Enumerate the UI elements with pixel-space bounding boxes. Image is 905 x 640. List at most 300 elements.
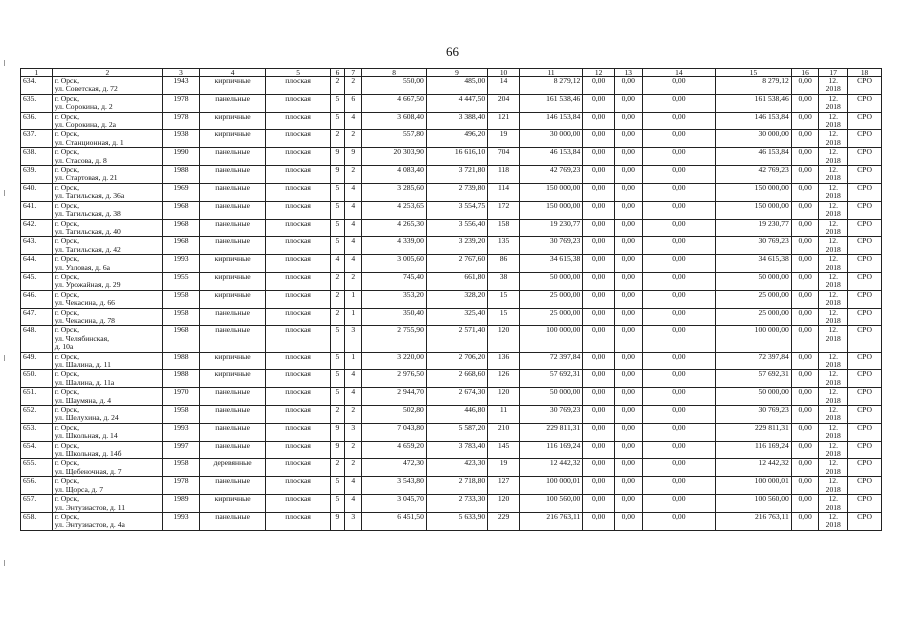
residents-cell: 204	[488, 94, 520, 112]
row-number: 635.	[21, 94, 53, 112]
total-area-cell: 3 045,70	[362, 495, 426, 513]
method-cell: СРО	[848, 148, 882, 166]
address-cell	[52, 495, 162, 513]
residents-cell: 120	[488, 495, 520, 513]
deadline-cell-line: 2018	[825, 360, 841, 369]
address-cell-line: ул. Узловая, д. 6а	[54, 262, 111, 272]
address-cell	[52, 406, 162, 424]
address-cell-line: ул. Школьная, д. 14б	[54, 449, 122, 459]
col16-cell: 0,00	[791, 477, 819, 495]
deadline-cell	[819, 459, 848, 477]
deadline-cell	[819, 388, 848, 406]
row-number: 638.	[21, 148, 53, 166]
address-cell	[52, 308, 162, 326]
deadline-cell-line: 2018	[825, 377, 841, 387]
address-cell-line: ул. Станционная, д. 1	[54, 137, 124, 147]
total-cost-cell: 57 692,31	[519, 370, 582, 388]
deadline-cell-line: 12.	[828, 112, 838, 121]
year-built-cell: 1958	[163, 308, 200, 326]
col14-cell: 0,00	[642, 495, 716, 513]
deadline-cell-line: 12.	[828, 405, 838, 415]
column-number-14: 14	[642, 69, 716, 77]
total-area-cell: 4 667,50	[362, 94, 426, 112]
deadline-cell-line: 12.	[828, 219, 838, 228]
address-cell-line: г. Орск,	[54, 147, 79, 157]
year-built-cell: 1943	[163, 77, 200, 95]
column-number-13: 13	[614, 69, 642, 77]
column-number-1: 1	[21, 69, 53, 77]
total-cost-cell: 216 763,11	[519, 512, 582, 530]
col13-cell: 0,00	[614, 166, 642, 184]
column-number-4: 4	[199, 69, 265, 77]
wall-material-cell: кирпичные	[199, 272, 265, 290]
address-cell-line: г. Орск,	[54, 405, 79, 415]
year-built-cell: 1978	[163, 112, 200, 130]
wall-material-cell: кирпичные	[199, 495, 265, 513]
address-cell	[52, 166, 162, 184]
address-cell	[52, 370, 162, 388]
total-area-cell: 4 339,00	[362, 237, 426, 255]
col12-cell: 0,00	[583, 112, 615, 130]
col15-cell: 25 000,00	[716, 308, 792, 326]
table-row	[21, 148, 882, 166]
address-cell-line: г. Орск,	[54, 369, 79, 379]
deadline-cell-line: 12.	[828, 476, 838, 486]
floors-cell: 2	[330, 308, 344, 326]
address-cell	[52, 388, 162, 406]
total-area-cell: 550,00	[362, 77, 426, 95]
col13-cell: 0,00	[614, 94, 642, 112]
deadline-cell	[819, 352, 848, 370]
roof-type-cell: плоская	[266, 352, 330, 370]
column-number-17: 17	[819, 69, 848, 77]
floors-cell: 9	[330, 423, 344, 441]
address-cell-line: ул. Сорокина, д. 2	[54, 102, 113, 112]
column-number-12: 12	[583, 69, 615, 77]
col16-cell: 0,00	[791, 183, 819, 201]
method-cell: СРО	[848, 272, 882, 290]
total-cost-cell: 12 442,32	[519, 459, 582, 477]
deadline-cell	[819, 166, 848, 184]
col16-cell: 0,00	[791, 166, 819, 184]
address-cell-line: г. Орск,	[54, 494, 79, 504]
total-cost-cell: 19 230,77	[519, 219, 582, 237]
deadline-cell	[819, 77, 848, 95]
col13-cell: 0,00	[614, 130, 642, 148]
col12-cell: 0,00	[583, 148, 615, 166]
year-built-cell: 1968	[163, 237, 200, 255]
total-area-cell: 502,80	[362, 406, 426, 424]
floors-cell: 2	[330, 290, 344, 308]
col14-cell: 0,00	[642, 406, 716, 424]
col14-cell: 0,00	[642, 183, 716, 201]
col14-cell: 0,00	[642, 148, 716, 166]
deadline-cell-line: 2018	[825, 466, 841, 476]
deadline-cell	[819, 370, 848, 388]
method-cell: СРО	[848, 219, 882, 237]
row-number: 642.	[21, 219, 53, 237]
row-number: 657.	[21, 495, 53, 513]
living-area-cell: 2 767,60	[426, 255, 487, 273]
roof-type-cell: плоская	[266, 370, 330, 388]
wall-material-cell: панельные	[199, 388, 265, 406]
roof-type-cell: плоская	[266, 112, 330, 130]
living-area-cell: 5 587,20	[426, 423, 487, 441]
wall-material-cell: панельные	[199, 406, 265, 424]
deadline-cell	[819, 423, 848, 441]
method-cell: СРО	[848, 183, 882, 201]
row-number: 651.	[21, 388, 53, 406]
page-number: 66	[446, 44, 459, 59]
deadline-cell	[819, 148, 848, 166]
total-cost-cell: 25 000,00	[519, 290, 582, 308]
wall-material-cell: панельные	[199, 477, 265, 495]
address-cell	[52, 130, 162, 148]
total-cost-cell: 30 769,23	[519, 237, 582, 255]
address-cell-line: г. Орск,	[54, 272, 79, 281]
method-cell: СРО	[848, 352, 882, 370]
entrances-cell: 2	[345, 406, 362, 424]
address-cell	[52, 441, 162, 459]
entrances-cell: 2	[345, 166, 362, 184]
row-number: 655.	[21, 459, 53, 477]
address-cell-line: ул. Чекасина, д. 66	[54, 298, 115, 308]
total-area-cell: 2 755,90	[362, 326, 426, 352]
col16-cell: 0,00	[791, 308, 819, 326]
residents-cell: 126	[488, 370, 520, 388]
col16-cell: 0,00	[791, 148, 819, 166]
address-cell-line: ул. Шаумяна, д. 4	[54, 395, 112, 405]
row-number: 645.	[21, 272, 53, 290]
total-area-cell: 4 083,40	[362, 166, 426, 184]
column-number-10: 10	[488, 69, 520, 77]
floors-cell: 9	[330, 512, 344, 530]
roof-type-cell: плоская	[266, 308, 330, 326]
total-area-cell: 2 944,70	[362, 388, 426, 406]
table-row	[21, 219, 882, 237]
address-cell-line: г. Орск,	[54, 512, 79, 521]
roof-type-cell: плоская	[266, 495, 330, 513]
col12-cell: 0,00	[583, 77, 615, 95]
col15-cell: 50 000,00	[716, 388, 792, 406]
address-cell	[52, 477, 162, 495]
floors-cell: 5	[330, 201, 344, 219]
year-built-cell: 1989	[163, 495, 200, 513]
roof-type-cell: плоская	[266, 201, 330, 219]
wall-material-cell: кирпичные	[199, 255, 265, 273]
col13-cell: 0,00	[614, 370, 642, 388]
table-row	[21, 423, 882, 441]
floors-cell: 5	[330, 388, 344, 406]
column-number-18: 18	[848, 69, 882, 77]
method-cell: СРО	[848, 130, 882, 148]
col13-cell: 0,00	[614, 255, 642, 273]
residents-cell: 86	[488, 255, 520, 273]
total-cost-cell: 72 397,84	[519, 352, 582, 370]
wall-material-cell: кирпичные	[199, 352, 265, 370]
method-cell: СРО	[848, 308, 882, 326]
col15-cell: 161 538,46	[716, 94, 792, 112]
entrances-cell: 4	[345, 370, 362, 388]
address-cell-line: г. Орск,	[54, 94, 79, 103]
table-row	[21, 112, 882, 130]
living-area-cell: 446,80	[426, 406, 487, 424]
roof-type-cell: плоская	[266, 237, 330, 255]
address-cell-line: ул. Тагильская, д. 40	[54, 226, 121, 236]
total-cost-cell: 25 000,00	[519, 308, 582, 326]
column-number-2: 2	[52, 69, 162, 77]
floors-cell: 5	[330, 326, 344, 352]
col12-cell: 0,00	[583, 423, 615, 441]
floors-cell: 4	[330, 255, 344, 273]
col15-cell: 72 397,84	[716, 352, 792, 370]
address-cell-line: ул. Шелухина, д. 24	[54, 413, 119, 423]
year-built-cell: 1958	[163, 406, 200, 424]
floors-cell: 5	[330, 352, 344, 370]
total-area-cell: 557,80	[362, 130, 426, 148]
floors-cell: 9	[330, 441, 344, 459]
col16-cell: 0,00	[791, 201, 819, 219]
wall-material-cell: панельные	[199, 166, 265, 184]
living-area-cell: 2 733,30	[426, 495, 487, 513]
col14-cell: 0,00	[642, 94, 716, 112]
row-number: 636.	[21, 112, 53, 130]
wall-material-cell: панельные	[199, 219, 265, 237]
deadline-cell-line: 12.	[828, 494, 838, 504]
deadline-cell-line: 2018	[825, 244, 841, 254]
address-cell-line: ул. Щебеночная, д. 7	[54, 466, 122, 476]
col14-cell: 0,00	[642, 477, 716, 495]
row-number: 649.	[21, 352, 53, 370]
residents-cell: 145	[488, 441, 520, 459]
address-cell-line: г. Орск,	[54, 308, 79, 317]
year-built-cell: 1968	[163, 326, 200, 352]
address-cell	[52, 148, 162, 166]
col13-cell: 0,00	[614, 512, 642, 530]
total-cost-cell: 100 000,00	[519, 326, 582, 352]
residents-cell: 15	[488, 290, 520, 308]
deadline-cell-line: 2018	[825, 520, 841, 530]
total-area-cell: 3 543,80	[362, 477, 426, 495]
address-cell-line: г. Орск,	[54, 254, 79, 264]
col14-cell: 0,00	[642, 237, 716, 255]
deadline-cell-line: 12.	[828, 76, 838, 85]
table-row	[21, 166, 882, 184]
living-area-cell: 661,80	[426, 272, 487, 290]
total-area-cell: 745,40	[362, 272, 426, 290]
col15-cell: 8 279,12	[716, 77, 792, 95]
entrances-cell: 4	[345, 388, 362, 406]
col15-cell: 150 000,00	[716, 183, 792, 201]
scan-edge-mark	[4, 355, 5, 361]
deadline-cell	[819, 495, 848, 513]
col13-cell: 0,00	[614, 441, 642, 459]
living-area-cell: 3 556,40	[426, 219, 487, 237]
table-row	[21, 77, 882, 95]
year-built-cell: 1958	[163, 459, 200, 477]
col16-cell: 0,00	[791, 130, 819, 148]
residents-cell: 210	[488, 423, 520, 441]
entrances-cell: 4	[345, 495, 362, 513]
col12-cell: 0,00	[583, 477, 615, 495]
entrances-cell: 6	[345, 94, 362, 112]
col14-cell: 0,00	[642, 388, 716, 406]
year-built-cell: 1978	[163, 477, 200, 495]
wall-material-cell: кирпичные	[199, 370, 265, 388]
col12-cell: 0,00	[583, 166, 615, 184]
year-built-cell: 1988	[163, 352, 200, 370]
roof-type-cell: плоская	[266, 255, 330, 273]
floors-cell: 2	[330, 272, 344, 290]
col14-cell: 0,00	[642, 219, 716, 237]
method-cell: СРО	[848, 77, 882, 95]
col14-cell: 0,00	[642, 512, 716, 530]
row-number: 639.	[21, 166, 53, 184]
deadline-cell-line: 12.	[828, 254, 838, 264]
deadline-cell	[819, 219, 848, 237]
residents-cell: 38	[488, 272, 520, 290]
address-cell-line: ул. Энтузиастов, д. 11	[54, 502, 126, 512]
row-number: 644.	[21, 255, 53, 273]
residents-cell: 229	[488, 512, 520, 530]
deadline-cell-line: 2018	[825, 413, 841, 423]
col16-cell: 0,00	[791, 219, 819, 237]
col16-cell: 0,00	[791, 255, 819, 273]
address-cell-line: г. Орск,	[54, 325, 79, 335]
deadline-cell-line: 12.	[828, 387, 838, 397]
scan-edge-mark	[4, 60, 5, 66]
deadline-cell-line: 2018	[825, 449, 841, 459]
total-area-cell: 7 043,80	[362, 423, 426, 441]
wall-material-cell: кирпичные	[199, 130, 265, 148]
total-cost-cell: 30 000,00	[519, 130, 582, 148]
deadline-cell-line: 12.	[828, 94, 838, 103]
column-number-7: 7	[345, 69, 362, 77]
col12-cell: 0,00	[583, 352, 615, 370]
deadline-cell-line: 2018	[825, 209, 841, 219]
col15-cell: 146 153,84	[716, 112, 792, 130]
roof-type-cell: плоская	[266, 183, 330, 201]
col13-cell: 0,00	[614, 290, 642, 308]
living-area-cell: 496,20	[426, 130, 487, 148]
entrances-cell: 2	[345, 77, 362, 95]
deadline-cell-line: 12.	[828, 201, 838, 210]
residents-cell: 120	[488, 326, 520, 352]
living-area-cell: 2 718,80	[426, 477, 487, 495]
living-area-cell: 325,40	[426, 308, 487, 326]
year-built-cell: 1958	[163, 290, 200, 308]
row-number: 650.	[21, 370, 53, 388]
living-area-cell: 2 571,40	[426, 326, 487, 352]
col15-cell: 30 769,23	[716, 237, 792, 255]
deadline-cell-line: 2018	[825, 502, 841, 512]
entrances-cell: 3	[345, 423, 362, 441]
total-cost-cell: 50 000,00	[519, 388, 582, 406]
deadline-cell	[819, 308, 848, 326]
method-cell: СРО	[848, 477, 882, 495]
column-number-row	[21, 69, 882, 77]
address-cell-line: ул. Шалина, д. 11	[54, 360, 111, 369]
total-area-cell: 3 005,60	[362, 255, 426, 273]
year-built-cell: 1988	[163, 166, 200, 184]
entrances-cell: 3	[345, 326, 362, 352]
method-cell: СРО	[848, 166, 882, 184]
wall-material-cell: панельные	[199, 512, 265, 530]
row-number: 648.	[21, 326, 53, 352]
total-area-cell: 2 976,50	[362, 370, 426, 388]
method-cell: СРО	[848, 290, 882, 308]
total-cost-cell: 150 000,00	[519, 201, 582, 219]
col16-cell: 0,00	[791, 326, 819, 352]
table-row	[21, 326, 882, 352]
deadline-cell	[819, 183, 848, 201]
deadline-cell-line: 2018	[825, 280, 841, 290]
row-number: 653.	[21, 423, 53, 441]
housing-registry-table	[20, 68, 882, 531]
total-area-cell: 472,30	[362, 459, 426, 477]
row-number: 656.	[21, 477, 53, 495]
residents-cell: 121	[488, 112, 520, 130]
col15-cell: 116 169,24	[716, 441, 792, 459]
entrances-cell: 2	[345, 441, 362, 459]
roof-type-cell: плоская	[266, 406, 330, 424]
living-area-cell: 3 239,20	[426, 237, 487, 255]
address-cell-line: ул. Челябинская,	[54, 333, 110, 343]
column-number-9: 9	[426, 69, 487, 77]
col12-cell: 0,00	[583, 237, 615, 255]
col12-cell: 0,00	[583, 459, 615, 477]
col16-cell: 0,00	[791, 94, 819, 112]
roof-type-cell: плоская	[266, 388, 330, 406]
living-area-cell: 3 721,80	[426, 166, 487, 184]
deadline-cell-line: 12.	[828, 272, 838, 281]
deadline-cell-line: 12.	[828, 512, 838, 521]
method-cell: СРО	[848, 406, 882, 424]
column-number-5: 5	[266, 69, 330, 77]
deadline-cell-line: 12.	[828, 290, 838, 299]
residents-cell: 19	[488, 459, 520, 477]
col13-cell: 0,00	[614, 477, 642, 495]
entrances-cell: 2	[345, 130, 362, 148]
year-built-cell: 1970	[163, 388, 200, 406]
roof-type-cell: плоская	[266, 512, 330, 530]
col14-cell: 0,00	[642, 441, 716, 459]
address-cell	[52, 326, 162, 352]
entrances-cell: 1	[345, 308, 362, 326]
method-cell: СРО	[848, 326, 882, 352]
table-row	[21, 352, 882, 370]
deadline-cell-line: 2018	[825, 484, 841, 494]
col13-cell: 0,00	[614, 388, 642, 406]
entrances-cell: 4	[345, 255, 362, 273]
roof-type-cell: плоская	[266, 477, 330, 495]
year-built-cell: 1993	[163, 255, 200, 273]
deadline-cell-line: 2018	[825, 155, 841, 165]
method-cell: СРО	[848, 370, 882, 388]
entrances-cell: 4	[345, 112, 362, 130]
col13-cell: 0,00	[614, 459, 642, 477]
address-cell-line: ул. Чекасина, д. 78	[54, 315, 115, 325]
table-row	[21, 201, 882, 219]
col13-cell: 0,00	[614, 406, 642, 424]
row-number: 643.	[21, 237, 53, 255]
table-row	[21, 441, 882, 459]
col15-cell: 34 615,38	[716, 255, 792, 273]
floors-cell: 2	[330, 130, 344, 148]
residents-cell: 158	[488, 219, 520, 237]
address-cell-line: г. Орск,	[54, 165, 79, 175]
deadline-cell	[819, 255, 848, 273]
